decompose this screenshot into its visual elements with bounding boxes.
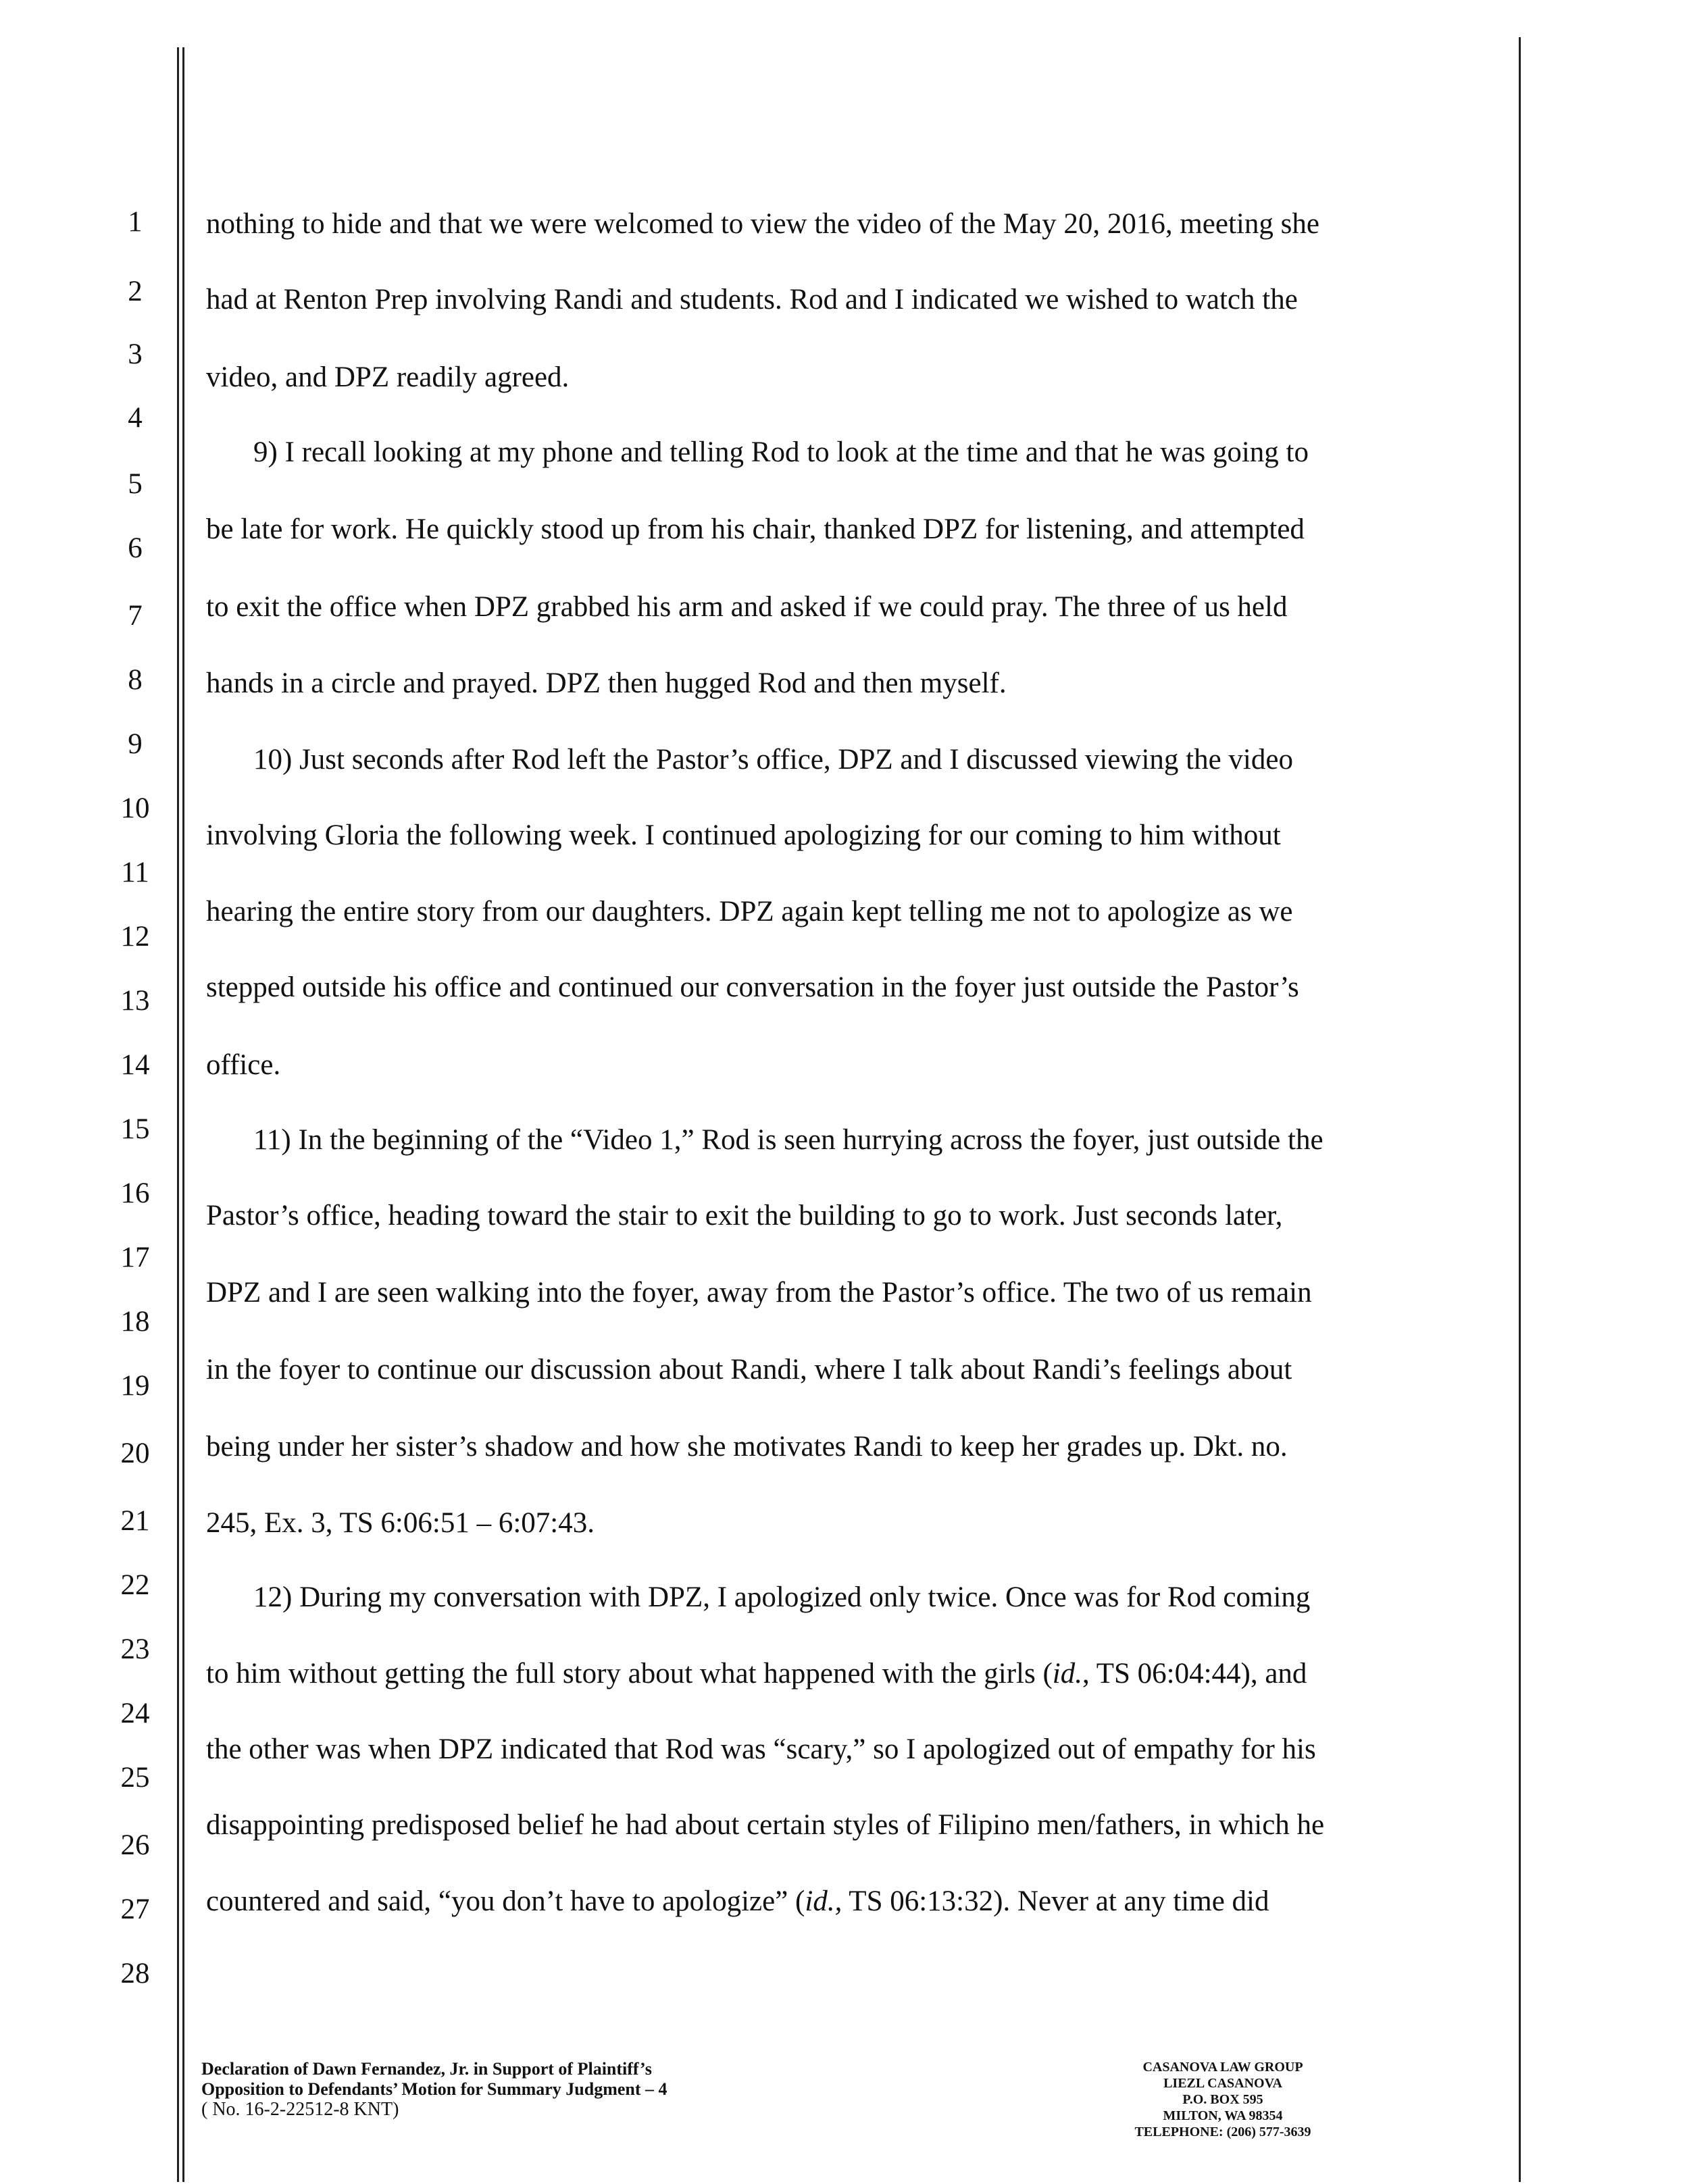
footer-title-line-1: Declaration of Dawn Fernandez, Jr. in Support of Plaintiff’s <box>201 2059 652 2079</box>
body-line: nothing to hide and that we were welcomed to view the video of the May 20, 2016, meeting she <box>206 208 1319 240</box>
line-number: 26 <box>120 1829 150 1861</box>
body-line: disappointing predisposed belief he had about certain styles of Filipino men/fathers, in which he <box>206 1809 1325 1841</box>
line-number: 10 <box>120 792 150 824</box>
firm-address-block <box>1121 2059 1324 2140</box>
body-line: hearing the entire story from our daughters. DPZ again kept telling me not to apologize as we <box>206 896 1293 928</box>
body-line: DPZ and I are seen walking into the foyer, away from the Pastor’s office. The two of us remain <box>206 1277 1312 1309</box>
right-margin-rule <box>1519 37 1521 2182</box>
line-number: 7 <box>128 600 143 632</box>
line-number: 19 <box>120 1370 150 1402</box>
line-number: 22 <box>120 1569 150 1601</box>
line-number: 18 <box>120 1306 150 1338</box>
citation-italic: id. <box>1052 1658 1082 1690</box>
attorney-name: LIEZL CASANOVA <box>1163 2076 1282 2091</box>
line-number: 9 <box>128 728 143 760</box>
body-line: 245, Ex. 3, TS 6:06:51 – 6:07:43. <box>206 1507 595 1539</box>
body-line: be late for work. He quickly stood up from his chair, thanked DPZ for listening, and attempted <box>206 513 1305 545</box>
footer-case-number: ( No. 16-2-22512-8 KNT) <box>201 2099 399 2120</box>
body-line: involving Gloria the following week. I continued apologizing for our coming to him without <box>206 819 1281 851</box>
body-line: had at Renton Prep involving Randi and students. Rod and I indicated we wished to watch the <box>206 284 1298 315</box>
line-number: 25 <box>120 1762 150 1794</box>
line-number: 11 <box>121 857 149 888</box>
line-number: 4 <box>128 402 143 434</box>
body-line: office. <box>206 1049 281 1081</box>
body-line: being under her sister’s shadow and how she motivates Randi to keep her grades up. Dkt. no. <box>206 1431 1288 1463</box>
line-number: 17 <box>120 1242 150 1273</box>
footer-title-line-2: Opposition to Defendants’ Motion for Summary Judgment – 4 <box>201 2079 667 2099</box>
line-number: 20 <box>120 1438 150 1469</box>
line-number: 23 <box>120 1633 150 1665</box>
line-number: 12 <box>120 921 150 953</box>
paragraph-12-first-line: 12) During my conversation with DPZ, I apologized only twice. Once was for Rod coming <box>253 1581 1311 1613</box>
line-number: 13 <box>120 985 150 1017</box>
body-line: Pastor’s office, heading toward the stair to exit the building to go to work. Just seconds later, <box>206 1200 1283 1231</box>
line-number: 2 <box>128 276 143 307</box>
body-line: video, and DPZ readily agreed. <box>206 361 570 393</box>
text-run: countered and said, “you don’t have to apologize” ( <box>206 1885 805 1917</box>
line-number: 21 <box>120 1505 150 1537</box>
line-number: 28 <box>120 1958 150 1989</box>
body-line: stepped outside his office and continued our conversation in the foyer just outside the Pastor’s <box>206 971 1299 1003</box>
body-line: the other was when DPZ indicated that Rod was “scary,” so I apologized out of empathy for his <box>206 1733 1316 1765</box>
text-run: , TS 06:04:44), and <box>1082 1658 1307 1690</box>
body-line: to exit the office when DPZ grabbed his arm and asked if we could pray. The three of us held <box>206 591 1288 623</box>
paragraph-9-first-line: 9) I recall looking at my phone and telling Rod to look at the time and that he was going to <box>253 436 1309 468</box>
body-line: hands in a circle and prayed. DPZ then hugged Rod and then myself. <box>206 667 1007 699</box>
line-number: 14 <box>120 1049 150 1081</box>
line-number: 1 <box>128 206 143 238</box>
left-margin-rule-inner <box>182 47 184 2182</box>
citation-italic: id., <box>805 1885 842 1917</box>
footer-caption <box>201 2059 667 2120</box>
telephone: TELEPHONE: (206) 577-3639 <box>1134 2125 1311 2139</box>
line-number: 5 <box>128 468 143 500</box>
text-run: TS 06:13:32). Never at any time did <box>842 1885 1269 1917</box>
paragraph-11-first-line: 11) In the beginning of the “Video 1,” Rod is seen hurrying across the foyer, just outside the <box>253 1124 1324 1156</box>
line-number: 27 <box>120 1894 150 1925</box>
body-line <box>206 1659 1490 1688</box>
line-number: 3 <box>128 338 143 370</box>
line-number: 16 <box>120 1177 150 1209</box>
body-line: in the foyer to continue our discussion about Randi, where I talk about Randi’s feelings about <box>206 1354 1292 1386</box>
city-state-zip: MILTON, WA 98354 <box>1163 2108 1283 2123</box>
line-number: 24 <box>120 1698 150 1729</box>
line-number: 6 <box>128 532 143 564</box>
text-run: to him without getting the full story about what happened with the girls ( <box>206 1658 1053 1690</box>
firm-name: CASANOVA LAW GROUP <box>1142 2060 1303 2075</box>
paragraph-10-first-line: 10) Just seconds after Rod left the Pastor’s office, DPZ and I discussed viewing the video <box>253 744 1293 776</box>
line-number: 15 <box>120 1113 150 1145</box>
body-line <box>206 1887 1490 1916</box>
left-margin-rule-outer <box>177 47 179 2182</box>
po-box: P.O. BOX 595 <box>1182 2092 1263 2107</box>
line-number: 8 <box>128 664 143 696</box>
